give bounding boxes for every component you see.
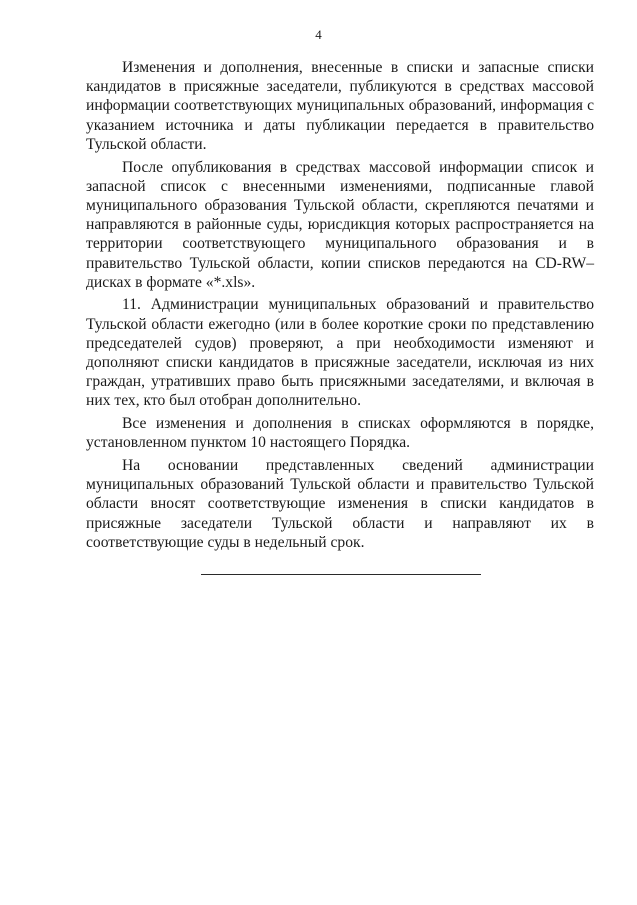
paragraph-item-11: 11. Администрации муниципальных образований и правительство Тульской области ежегодно (или в более короткие сроки по представлению председателей судов) проверяют, а при необходимости изменяют и дополняют списки кандидатов в присяжные заседатели, исключая из них граждан, утративших право быть присяжными заседателями, и включая в них тех, кто был отобран дополнительно. <box>86 296 594 410</box>
paragraph-based-on-information: На основании представленных сведений администрации муниципальных образований Тульской области и правительство Тульской области вносят соответствующие изменения в списки кандидатов в присяжные заседатели Тульской области и направляют их в соответствующие суды в недельный срок. <box>86 457 594 551</box>
document-body <box>86 58 594 552</box>
page-number: 4 <box>315 27 322 42</box>
paragraph-changes-publication: Изменения и дополнения, внесенные в списки и запасные списки кандидатов в присяжные заседатели, публикуются в средствах массовой информации соответствующих муниципальных образований, информация с указанием источника и даты публикации передается в правительство Тульской области. <box>86 59 594 153</box>
paragraph-after-publication: После опубликования в средствах массовой информации список и запасной список с внесенными изменениями, подписанные главой муниципального образования Тульской области, скрепляются печатями и направляются в районные суды, юрисдикция которых распространяется на территории соответствующего муниципального образования и в правительство Тульской области, копии списков передаются на CD-RW–дисках в формате «*.xls». <box>86 158 594 291</box>
end-separator-line <box>201 574 481 575</box>
paragraph-changes-procedure: Все изменения и дополнения в списках оформляются в порядке, установленном пунктом 10 настоящего Порядка. <box>86 415 594 452</box>
